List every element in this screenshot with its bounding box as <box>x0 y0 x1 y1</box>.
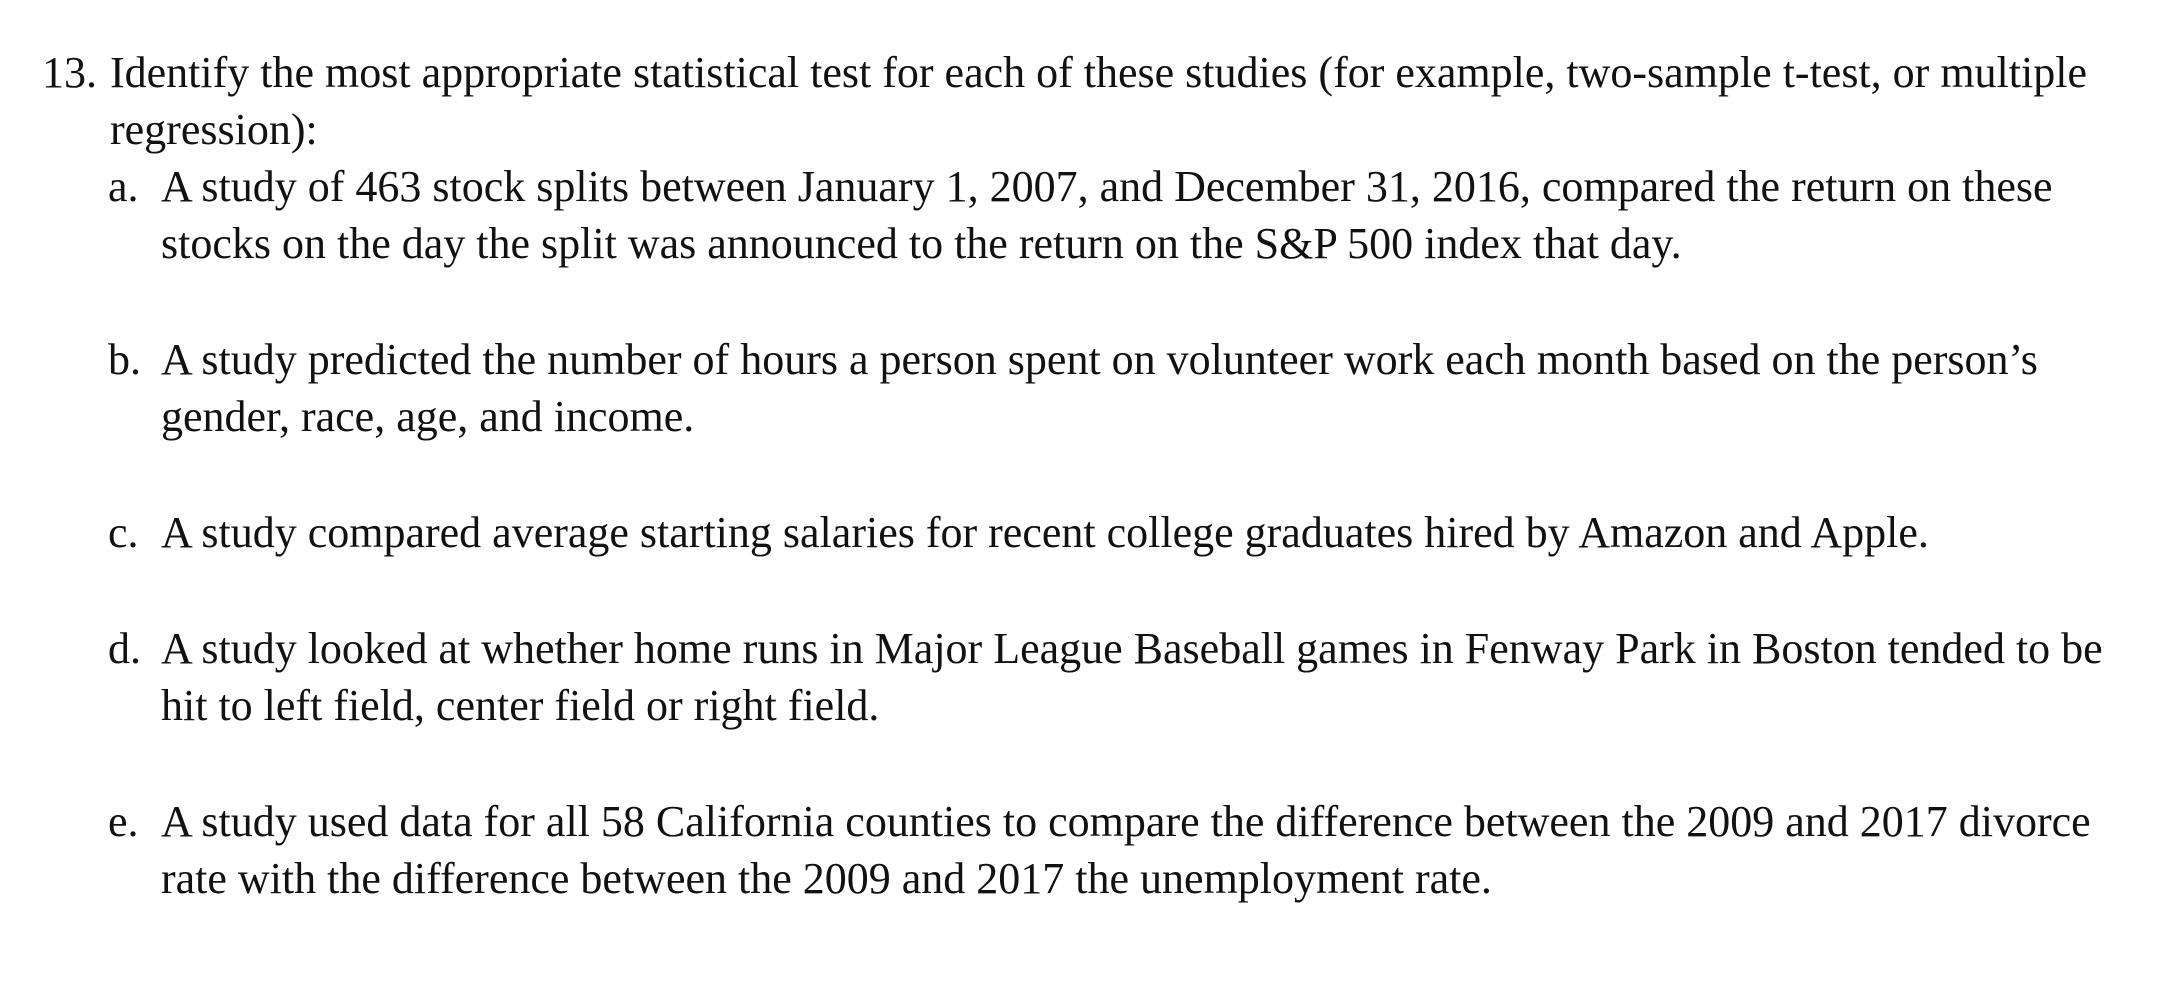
question-part-b <box>108 331 2122 445</box>
question-part-e <box>108 793 2122 907</box>
part-text: A study looked at whether home runs in Major League Baseball games in Fenway Park in Boston tended to be hit to left field, center field or right field. <box>161 624 2103 730</box>
part-letter: e. <box>108 797 139 846</box>
part-text: A study of 463 stock splits between January 1, 2007, and December 31, 2016, compared the return on these stocks on the day the split was announced to the return on the S&P 500 index that day. <box>161 162 2053 268</box>
part-letter: c. <box>108 508 139 557</box>
part-letter: a. <box>108 162 139 211</box>
question-parts-list <box>42 158 2122 907</box>
question-prompt: Identify the most appropriate statistical test for each of these studies (for example, two-sample t-test, or multiple regression): <box>110 48 2087 154</box>
part-letter: d. <box>108 624 141 673</box>
question-part-d <box>108 620 2122 734</box>
part-letter: b. <box>108 335 141 384</box>
question-13 <box>42 44 2122 907</box>
part-text: A study used data for all 58 California counties to compare the difference between the 2009 and 2017 divorce rate with the difference between the 2009 and 2017 the unemployment rate. <box>161 797 2091 903</box>
part-text: A study compared average starting salaries for recent college graduates hired by Amazon and Apple. <box>161 508 1929 557</box>
question-header <box>42 44 2122 158</box>
part-text: A study predicted the number of hours a person spent on volunteer work each month based on the person’s gender, race, age, and income. <box>161 335 2038 441</box>
question-number: 13. <box>42 48 97 97</box>
question-part-c <box>108 504 2122 561</box>
question-part-a <box>108 158 2122 272</box>
